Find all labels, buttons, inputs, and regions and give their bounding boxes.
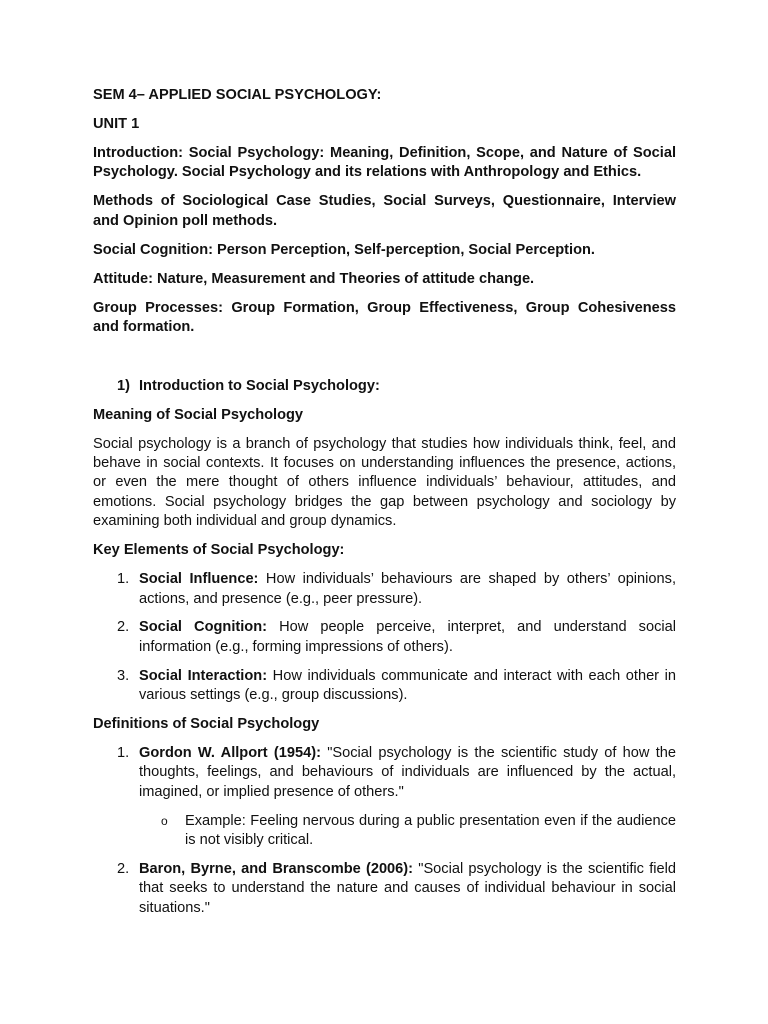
syllabus-introduction: Introduction: Social Psychology: Meaning, Definition, Scope, and Nature of Social Psychology. Social Psychology and its relations with Anthropology and Ethics. — [93, 145, 676, 181]
syllabus-methods: Methods of Sociological Case Studies, Social Surveys, Questionnaire, Interview and Opinion poll methods. — [93, 193, 676, 229]
list-number: 3. — [117, 667, 130, 684]
item-term: Social Interaction: — [139, 667, 268, 684]
example-text: Example: Feeling nervous during a public presentation even if the audience is not visibly critical. — [185, 812, 676, 849]
list-item — [93, 667, 676, 706]
example-item — [139, 812, 676, 851]
item-term: Social Influence: — [139, 571, 259, 588]
item-text: How individuals communicate and interact with each other in various settings (e.g., group discussions). — [139, 667, 676, 704]
unit-heading: UNIT 1 — [93, 116, 140, 132]
definitions-list — [93, 744, 676, 918]
section-heading — [117, 377, 676, 396]
course-title: SEM 4– APPLIED SOCIAL PSYCHOLOGY: — [93, 87, 382, 103]
list-number: 2. — [117, 860, 130, 877]
item-text: How people perceive, interpret, and understand social information (e.g., forming impressions of others). — [139, 619, 676, 655]
list-item — [93, 570, 676, 609]
syllabus-attitude: Attitude: Nature, Measurement and Theories of attitude change. — [93, 270, 535, 287]
definition-author: Gordon W. Allport (1954): — [139, 745, 321, 762]
section-title: Introduction to Social Psychology: — [139, 377, 380, 394]
list-number: 1. — [117, 745, 130, 762]
item-text: How individuals’ behaviours are shaped by others’ opinions, actions, and presence (e.g., peer pressure). — [139, 571, 676, 607]
syllabus-social-cognition: Social Cognition: Person Perception, Self-perception, Social Perception. — [93, 241, 595, 258]
list-number: 1. — [117, 571, 130, 588]
definition-text: "Social psychology is the scientific field that seeks to understand the nature and causes of individual behaviour in social situations." — [139, 860, 676, 916]
meaning-heading: Meaning of Social Psychology — [93, 406, 304, 423]
list-item — [93, 744, 676, 850]
circle-bullet-icon: o — [161, 813, 168, 828]
key-elements-heading: Key Elements of Social Psychology: — [93, 542, 345, 559]
list-number: 2. — [117, 619, 130, 636]
meaning-paragraph: Social psychology is a branch of psychology that studies how individuals think, feel, and behave in social contexts. It focuses on understanding influences the presence, actions, or even the mere thought of others influence individuals’ behaviour, attitudes, and emotions. Social psychology bridges the gap between psychology and sociology by examining both individual and group dynamics. — [93, 435, 676, 530]
section-number: 1) — [117, 377, 130, 394]
key-elements-list — [93, 570, 676, 705]
syllabus-group-processes: Group Processes: Group Formation, Group Effectiveness, Group Cohesiveness and formation. — [93, 299, 676, 336]
item-term: Social Cognition: — [139, 619, 267, 636]
definition-text: "Social psychology is the scientific study of how the thoughts, feelings, and behaviours of individuals are influenced by the actual, imagined, or implied presence of others." — [139, 745, 676, 800]
document-body — [93, 86, 676, 918]
list-item — [93, 618, 676, 657]
definition-author: Baron, Byrne, and Branscombe (2006): — [139, 860, 414, 877]
list-item — [93, 860, 676, 918]
definitions-heading: Definitions of Social Psychology — [93, 716, 320, 733]
